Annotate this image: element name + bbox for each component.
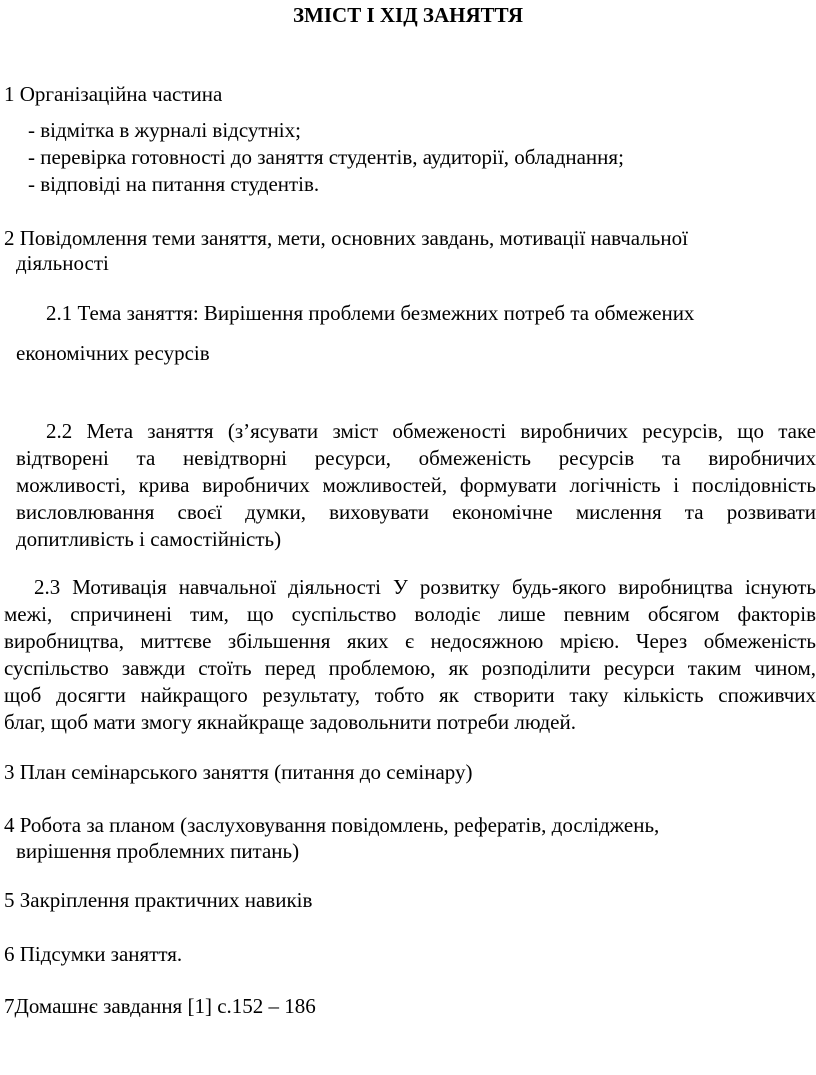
section-7-heading: 7Домашнє завдання [1] с.152 – 186 <box>4 994 316 1018</box>
section-6-heading: 6 Підсумки заняття. <box>4 942 183 966</box>
page-title: ЗМІСТ І ХІД ЗАНЯТТЯ <box>292 3 524 27</box>
motivation-line: благ, щоб мати змогу якнайкраще задовольнити потреби людей. <box>4 710 576 734</box>
topic-line-cont: економічних ресурсів <box>16 341 210 365</box>
motivation-line: виробництва, миттєве збільшення яких є недосяжною мрією. Через обмеженість <box>4 629 816 653</box>
goal-line: висловлювання своєї думки, виховувати економічне мислення та розвивати <box>16 500 816 524</box>
list-item: - відповіді на питання студентів. <box>28 172 320 196</box>
section-2-heading-cont: діяльності <box>16 251 109 275</box>
goal-line: допитливість і самостійність) <box>16 527 282 551</box>
section-2-heading: 2 Повідомлення теми заняття, мети, основних завдань, мотивації навчальної <box>4 226 688 250</box>
motivation-line: щоб досягти найкращого результату, тобто як створити таку кількість споживчих <box>4 683 816 707</box>
section-4-heading-cont: вирішення проблемних питань) <box>16 839 300 863</box>
list-item: - відмітка в журналі відсутніх; <box>28 118 301 142</box>
motivation-line: 2.3 Мотивація навчальної діяльності У розвитку будь-якого виробництва існують <box>34 575 816 599</box>
goal-line: можливості, крива виробничих можливостей, формувати логічність і послідовність <box>16 473 816 497</box>
goal-line: відтворені та невідтворні ресурси, обмеженість ресурсів та виробничих <box>16 446 816 470</box>
section-4-heading: 4 Робота за планом (заслуховування повідомлень, рефератів, досліджень, <box>4 813 660 837</box>
motivation-line: суспільство завжди стоїть перед проблемою, як розподілити ресурси таким чином, <box>4 656 816 680</box>
section-3-heading: 3 План семінарського заняття (питання до семінару) <box>4 760 473 784</box>
section-1-heading: 1 Організаційна частина <box>4 82 223 106</box>
list-item: - перевірка готовності до заняття студентів, аудиторії, обладнання; <box>28 145 624 169</box>
section-5-heading: 5 Закріплення практичних навиків <box>4 888 313 912</box>
goal-line: 2.2 Мета заняття (з’ясувати зміст обмеженості виробничих ресурсів, що таке <box>46 419 816 443</box>
topic-line: 2.1 Тема заняття: Вирішення проблеми безмежних потреб та обмежених <box>46 301 695 325</box>
motivation-line: межі, спричинені тим, що суспільство володіє лише певним обсягом факторів <box>4 602 816 626</box>
